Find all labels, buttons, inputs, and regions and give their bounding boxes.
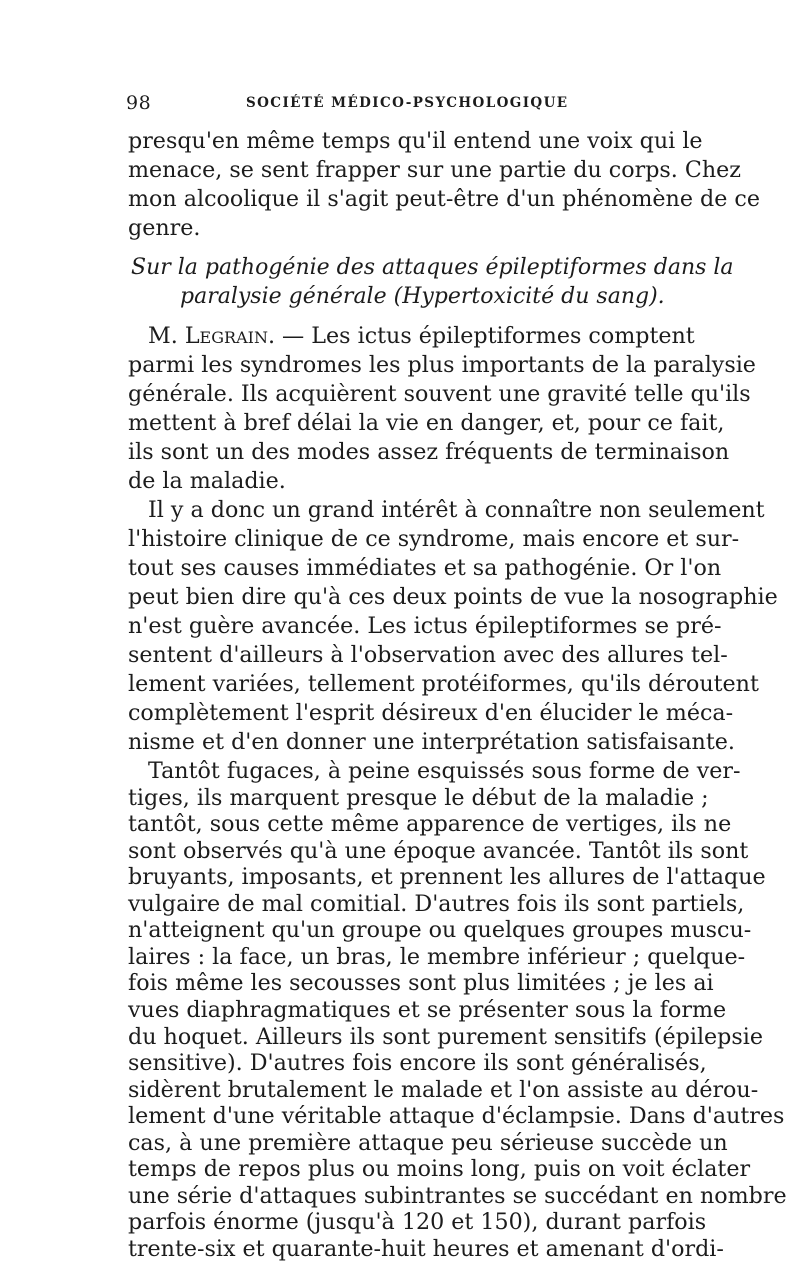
paragraph-line: mettent à bref délai la vie en danger, et, pour ce fait,: [128, 410, 725, 436]
paragraph-first-line: [148, 322, 695, 351]
paragraph-line: bruyants, imposants, et prennent les allures de l'attaque: [128, 864, 766, 890]
paragraph-line: n'atteignent qu'un groupe ou quelques groupes muscu-: [128, 917, 752, 943]
paragraph-line: générale. Ils acquièrent souvent une gravité telle qu'ils: [128, 381, 751, 407]
paragraph-line: trente-six et quarante-huit heures et amenant d'ordi-: [128, 1236, 724, 1262]
paragraph-line: laires : la face, un bras, le membre inférieur ; quelque-: [128, 944, 746, 970]
speaker-name: M. Legrain.: [148, 323, 275, 349]
page-header: [126, 92, 676, 116]
paragraph-line: genre.: [128, 215, 201, 241]
section-title-line: Sur la pathogénie des attaques épileptiformes dans la: [131, 255, 734, 280]
paragraph-line: Tantôt fugaces, à peine esquissés sous forme de ver-: [148, 758, 741, 784]
paragraph-line: tout ses causes immédiates et sa pathogénie. Or l'on: [128, 555, 722, 581]
paragraph-line: Il y a donc un grand intérêt à connaître non seulement: [148, 497, 765, 523]
paragraph-line: sont observés qu'à une époque avancée. Tantôt ils sont: [128, 838, 749, 864]
paragraph-line: l'histoire clinique de ce syndrome, mais encore et sur-: [128, 526, 740, 552]
paragraph-line: mon alcoolique il s'agit peut-être d'un phénomène de ce: [128, 186, 760, 212]
paragraph-line: peut bien dire qu'à ces deux points de vue la nosographie: [128, 584, 778, 610]
paragraph-line: complètement l'esprit désireux d'en élucider le méca-: [128, 700, 734, 726]
paragraph-line: presqu'en même temps qu'il entend une voix qui le: [128, 128, 703, 154]
paragraph-line: tantôt, sous cette même apparence de vertiges, ils ne: [128, 811, 732, 837]
paragraph-line: sensitive). D'autres fois encore ils sont généralisés,: [128, 1050, 707, 1076]
paragraph-line: sentent d'ailleurs à l'observation avec des allures tel-: [128, 642, 728, 668]
paragraph-line: sidèrent brutalement le malade et l'on assiste au dérou-: [128, 1077, 759, 1103]
paragraph-line: parfois énorme (jusqu'à 120 et 150), durant parfois: [128, 1209, 707, 1235]
paragraph-line: temps de repos plus ou moins long, puis on voit éclater: [128, 1156, 751, 1182]
paragraph-line: nisme et d'en donner une interprétation satisfaisante.: [128, 729, 735, 755]
paragraph-line: lement variées, tellement protéiformes, qu'ils déroutent: [128, 671, 759, 697]
paragraph-line: n'est guère avancée. Les ictus épileptiformes se pré-: [128, 613, 722, 639]
paragraph-line: vulgaire de mal comitial. D'autres fois ils sont partiels,: [128, 891, 745, 917]
running-head: SOCIÉTÉ MÉDICO-PSYCHOLOGIQUE: [246, 95, 569, 111]
section-title-line: paralysie générale (Hypertoxicité du sang).: [180, 284, 665, 309]
paragraph-line: tiges, ils marquent presque le début de la maladie ;: [128, 785, 709, 811]
paragraph-line: une série d'attaques subintrantes se succédant en nombre: [128, 1183, 787, 1209]
paragraph-line: vues diaphragmatiques et se présenter sous la forme: [128, 997, 727, 1023]
paragraph-line: cas, à une première attaque peu sérieuse succède un: [128, 1130, 728, 1156]
paragraph-line: de la maladie.: [128, 468, 286, 494]
paragraph-text: — Les ictus épileptiformes comptent: [275, 323, 695, 349]
paragraph-line: ils sont un des modes assez fréquents de terminaison: [128, 439, 730, 465]
paragraph-line: du hoquet. Ailleurs ils sont purement sensitifs (épilepsie: [128, 1024, 763, 1050]
paragraph-line: lement d'une véritable attaque d'éclampsie. Dans d'autres: [128, 1103, 785, 1129]
page-number: 98: [126, 92, 152, 114]
paragraph-line: fois même les secousses sont plus limitées ; je les ai: [128, 970, 714, 996]
paragraph-line: parmi les syndromes les plus importants de la paralysie: [128, 352, 756, 378]
paragraph-line: menace, se sent frapper sur une partie du corps. Chez: [128, 157, 741, 183]
